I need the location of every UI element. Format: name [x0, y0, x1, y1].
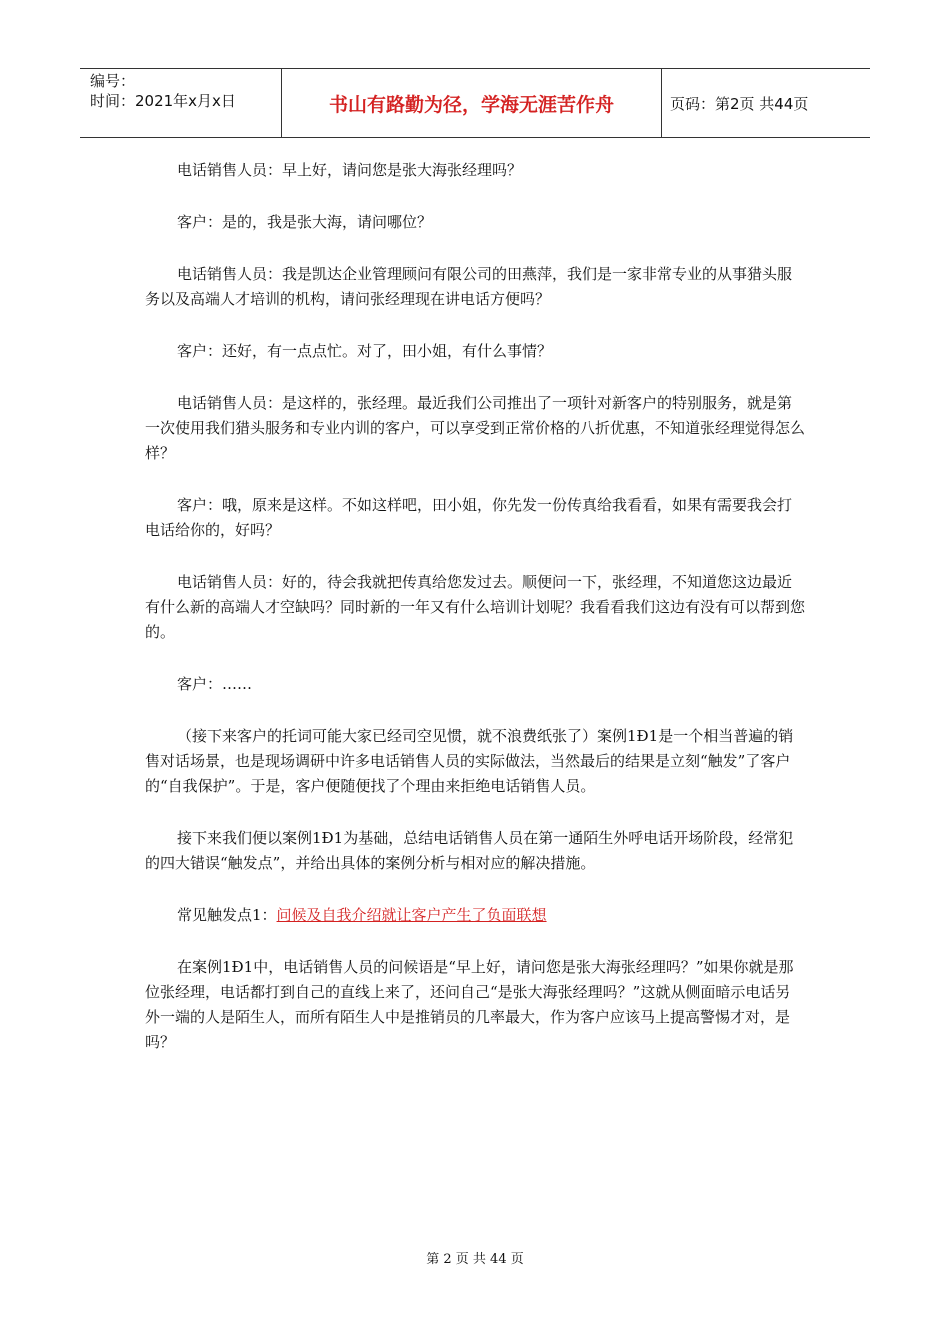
trigger-link[interactable]: 问候及自我介绍就让客户产生了负面联想: [276, 906, 547, 924]
page-info: 页码：第2页 共44页: [670, 94, 809, 113]
paragraph: 接下来我们便以案例1Ð1为基础，总结电话销售人员在第一通陌生外呼电话开场阶段，经常犯的四大错误“触发点”，并给出具体的案例分析与相对应的解决措施。: [145, 829, 794, 872]
number-label: 编号：: [90, 72, 136, 90]
motto: 书山有路勤为径，学海无涯苦作舟: [282, 69, 662, 137]
paragraph: 客户：……: [177, 675, 253, 693]
header-left-cell: [80, 69, 282, 137]
paragraph: 在案例1Ð1中，电话销售人员的问候语是“早上好，请问您是张大海张经理吗？”如果你就是那位张经理，电话都打到自己的直线上来了，还问自己“是张大海张经理吗？”这就从侧面暗示电话另外一端的人是陌生人，而所有陌生人中是推销员的几率最大，作为客户应该马上提高警惕才对，是吗？: [145, 958, 794, 1051]
header-table: [80, 68, 870, 138]
paragraph: 电话销售人员：早上好，请问您是张大海张经理吗？: [177, 161, 523, 179]
paragraph: 客户：哦，原来是这样。不如这样吧，田小姐，你先发一份传真给我看看，如果有需要我会打电话给你的，好吗？: [145, 496, 793, 539]
paragraph: （接下来客户的托词可能大家已经司空见惯，就不浪费纸张了）案例1Ð1是一个相当普遍的销售对话场景，也是现场调研中许多电话销售人员的实际做法，当然最后的结果是立刻“触发”了客户的“自我保护”。于是，客户便随便找了个理由来拒绝电话销售人员。: [145, 727, 794, 795]
document-body: [145, 158, 805, 1082]
trigger-label: 常见触发点1：: [177, 906, 277, 924]
paragraph: 客户：是的，我是张大海，请问哪位？: [177, 213, 433, 231]
time-label: 时间：2021年x月x日: [90, 92, 236, 110]
paragraph: 客户：还好，有一点点忙。对了，田小姐，有什么事情？: [177, 342, 553, 360]
paragraph: 电话销售人员：好的，待会我就把传真给您发过去。顺便问一下，张经理，不知道您这边最近有什么新的高端人才空缺吗？同时新的一年又有什么培训计划呢？我看看我们这边有没有可以帮到您的。: [145, 573, 806, 641]
paragraph: 电话销售人员：是这样的，张经理。最近我们公司推出了一项针对新客户的特别服务，就是第一次使用我们猎头服务和专业内训的客户，可以享受到正常价格的八折优惠，不知道张经理觉得怎么样？: [145, 394, 806, 462]
trigger-heading: [145, 903, 805, 928]
page-footer: 第 2 页 共 44 页: [426, 1252, 524, 1267]
paragraph: 电话销售人员：我是凯达企业管理顾问有限公司的田燕萍，我们是一家非常专业的从事猎头服务以及高端人才培训的机构，请问张经理现在讲电话方便吗？: [145, 265, 793, 308]
